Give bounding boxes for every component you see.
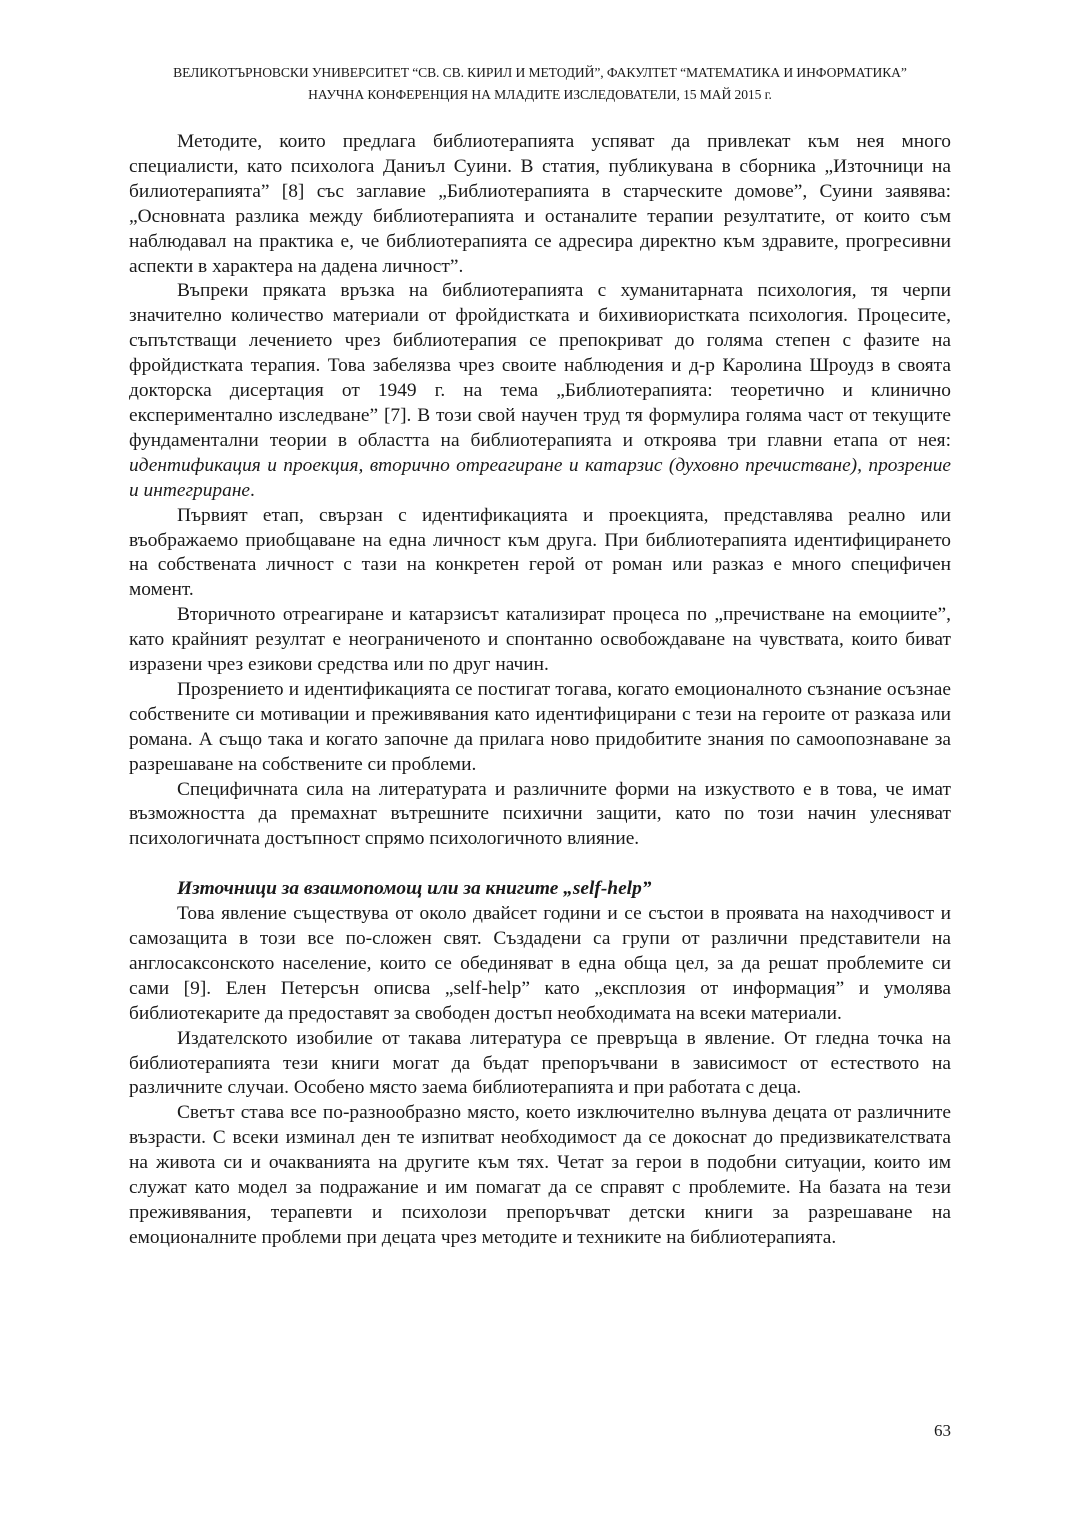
paragraph-literature-power: Специфичната сила на литературата и различните форми на изкуството е в това, че имат възможността да премахнат вътрешните психични защити, като по този начин улесняват психологичната достъпност спрямо психологичното влияние. (129, 778, 951, 850)
paragraph-children: Светът става все по-разнообразно място, което изключително вълнува децата от различните възрасти. С всеки изминал ден те изпитват необходимост да се докоснат до предизвикателствата на живота си и очакванията на другите към тях. Четат за герои в подобни ситуации, които им служат като модел за подражание и им помагат да се справят с проблемите. На базата на тези преживявания, терапевти и психолози препоръчват детски книги за разрешаване на емоционалните проблеми при децата чрез методите и техниките на библиотерапията. (129, 1102, 951, 1248)
paragraph-psychology (129, 279, 951, 503)
paragraph-psychology-stages: идентификация и проекция, вторично отреагиране и катарзис (духовно пречистване), прозрение и интегриране (129, 454, 951, 501)
running-header (0, 62, 1080, 106)
paragraph-psychology-end: . (250, 479, 255, 501)
paragraph-insight: Прозрението и идентификацията се постигат тогава, когато емоционалното съзнание осъзнае собствените си мотивации и преживявания като идентифицирани с тези на героите от разказа или романа. А също така и когато започне да прилага ново придобитите знания по самоопознаване за разрешаване на собствените си проблеми. (129, 678, 951, 775)
paragraph-methods: Методите, които предлага библиотерапията успяват да привлекат към нея много специалисти, като психолога Даниъл Суини. В статия, публикувана в сборника „Източници на билиотерапията” [8] със заглавие „Библиотерапията в старческите домове”, Суини заявява: „Основната разлика между библиотерапията и останалите терапии резултатите, от които съм наблюдавал на практика е, че библиотерапията се адресира директно към здравите, прогресивни аспекти в характера на дадена личност”. (129, 131, 951, 277)
header-line-university: ВЕЛИКОТЪРНОВСКИ УНИВЕРСИТЕТ “СВ. СВ. КИРИЛ И МЕТОДИЙ”, ФАКУЛТЕТ “МАТЕМАТИКА И ИНФОРМАТИКА” (173, 65, 907, 80)
section-heading-self-help: Източници за взаимопомощ или за книгите „self-help” (177, 878, 652, 900)
page-number: 63 (934, 1421, 951, 1440)
page-body (129, 130, 951, 1251)
paragraph-publishing: Издателското изобилие от такава литература се превръща в явление. От гледна точка на библиотерапията тези книги могат да бъдат препоръчвани в зависимост от естеството на различните случаи. Особено място заема библиотерапията и при работата с деца. (129, 1027, 951, 1099)
paragraph-identification: Първият етап, свързан с идентификацията и проекцията, представлява реално или въображаемо приобщаване на една личност към друга. При библиотерапията идентифицирането на собствената личност с тази на конкретен герой от роман или разказ е много специфичен момент. (129, 504, 951, 601)
paragraph-self-help-phenomenon: Това явление съществува от около двайсет години и се състои в проявата на находчивост и самозащита в този все по-сложен свят. Създадени са групи от различни представители на англосаксонското население, които се обединяват в една обща цел, за да решат проблемите си сами [9]. Елен Петерсън описва „self-help” като „експлозия от информация” и умолява библиотекарите да предоставят за свободен достъп необходимата на всеки материали. (129, 903, 951, 1024)
paragraph-psychology-text: Въпреки пряката връзка на библиотерапията с хуманитарната психология, тя черпи значително количество материали от фройдистката и бихивиористката психология. Процесите, съпътстващи лечението чрез библиотерапия се препокриват до голяма степен с фазите на фройдистката терапия. Това забелязва чрез своите наблюдения и д-р Каролина Шроудз в своята докторска дисертация от 1949 г. на тема „Библиотерапията: теоретично и клинично експериментално изследване” [7]. В този свой научен труд тя формулира голяма част от текущите фундаментални теории в областта на библиотерапията и откроява три главни етапа от нея: (129, 280, 951, 451)
header-line-conference: НАУЧНА КОНФЕРЕНЦИЯ НА МЛАДИТЕ ИЗСЛЕДОВАТЕЛИ, 15 МАЙ 2015 г. (308, 87, 772, 102)
paragraph-catharsis: Вторичното отреагиране и катарзисът катализират процеса по „пречистване на емоциите”, като крайният резултат е неограниченото и спонтанно освобождаване на чувствата, които биват изразени чрез езикови средства или по друг начин. (129, 604, 951, 676)
